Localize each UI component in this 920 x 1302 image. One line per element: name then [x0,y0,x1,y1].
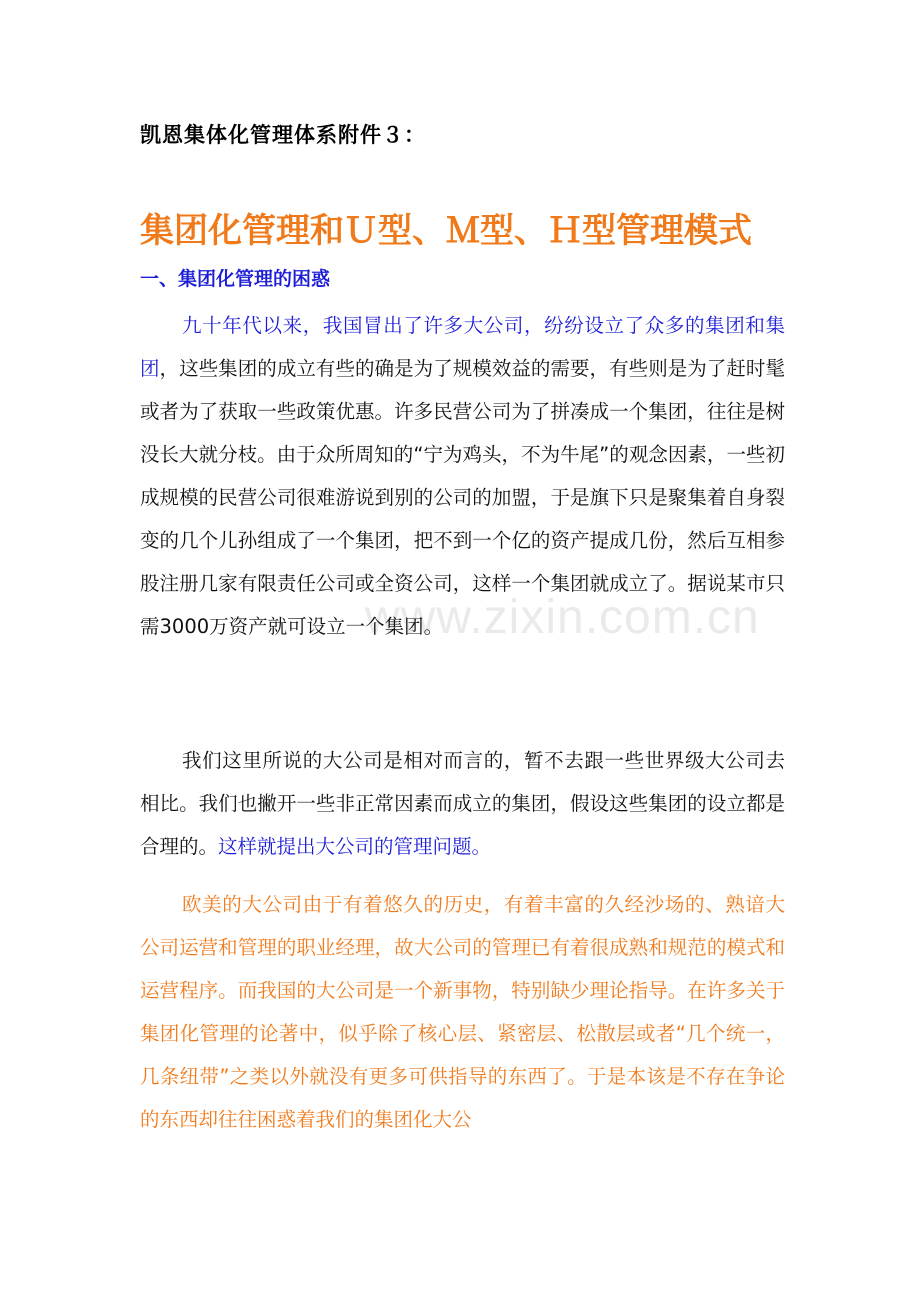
section-heading: 一、集团化管理的困惑 [140,268,331,290]
document-label: 凯恩集体化管理体系附件３： [140,123,426,147]
watermark: www.zixin.com.cn [365,591,760,644]
paragraph-2-highlight: 这样就提出大公司的管理问题。 [218,835,492,858]
document-title: 集团化管理和Ｕ型、Ｍ型、Ｈ型管理模式 [140,211,752,251]
paragraph-1-highlight: 九十年代以来，我国冒出了许多大公司，纷纷设立了众多的集团和集团 [140,314,785,380]
paragraph-2 [140,739,785,868]
paragraph-3: 欧美的大公司由于有着悠久的历史，有着丰富的久经沙场的、熟谙大公司运营和管理的职业经理，故大公司的管理已有着很成熟和规范的模式和运营程序。而我国的大公司是一个新事物，特别缺少理论指导。在许多关于集团化管理的论著中，似乎除了核心层、紧密层、松散层或者“几个统一，几条纽带”之类以外就没有更多可供指导的东西了。于是本该是不存在争论的东西却往往困惑着我们的集团化大公 [140,893,785,1131]
paragraph-1-body: ，这些集团的成立有些的确是为了规模效益的需要，有些则是为了赶时髦或者为了获取一些政策优惠。许多民营公司为了拼凑成一个集团，往往是树没长大就分枝。由于众所周知的“宁为鸡头，不为牛尾”的观念因素，一些初成规模的民营公司很难游说到别的公司的加盟，于是旗下只是聚集着自身裂变的几个儿孙组成了一个集团，把不到一个亿的资产提成几份，然后互相参股注册几家有限责任公司或全资公司，这样一个集团就成立了。据说某市只需3000万资产就可设立一个集团。 [140,357,785,638]
paragraph-2-body: 我们这里所说的大公司是相对而言的，暂不去跟一些世界级大公司去相比。我们也撇开一些非正常因素而成立的集团，假设这些集团的设立都是合理的。 [140,749,785,858]
paragraph-1 [140,304,785,648]
